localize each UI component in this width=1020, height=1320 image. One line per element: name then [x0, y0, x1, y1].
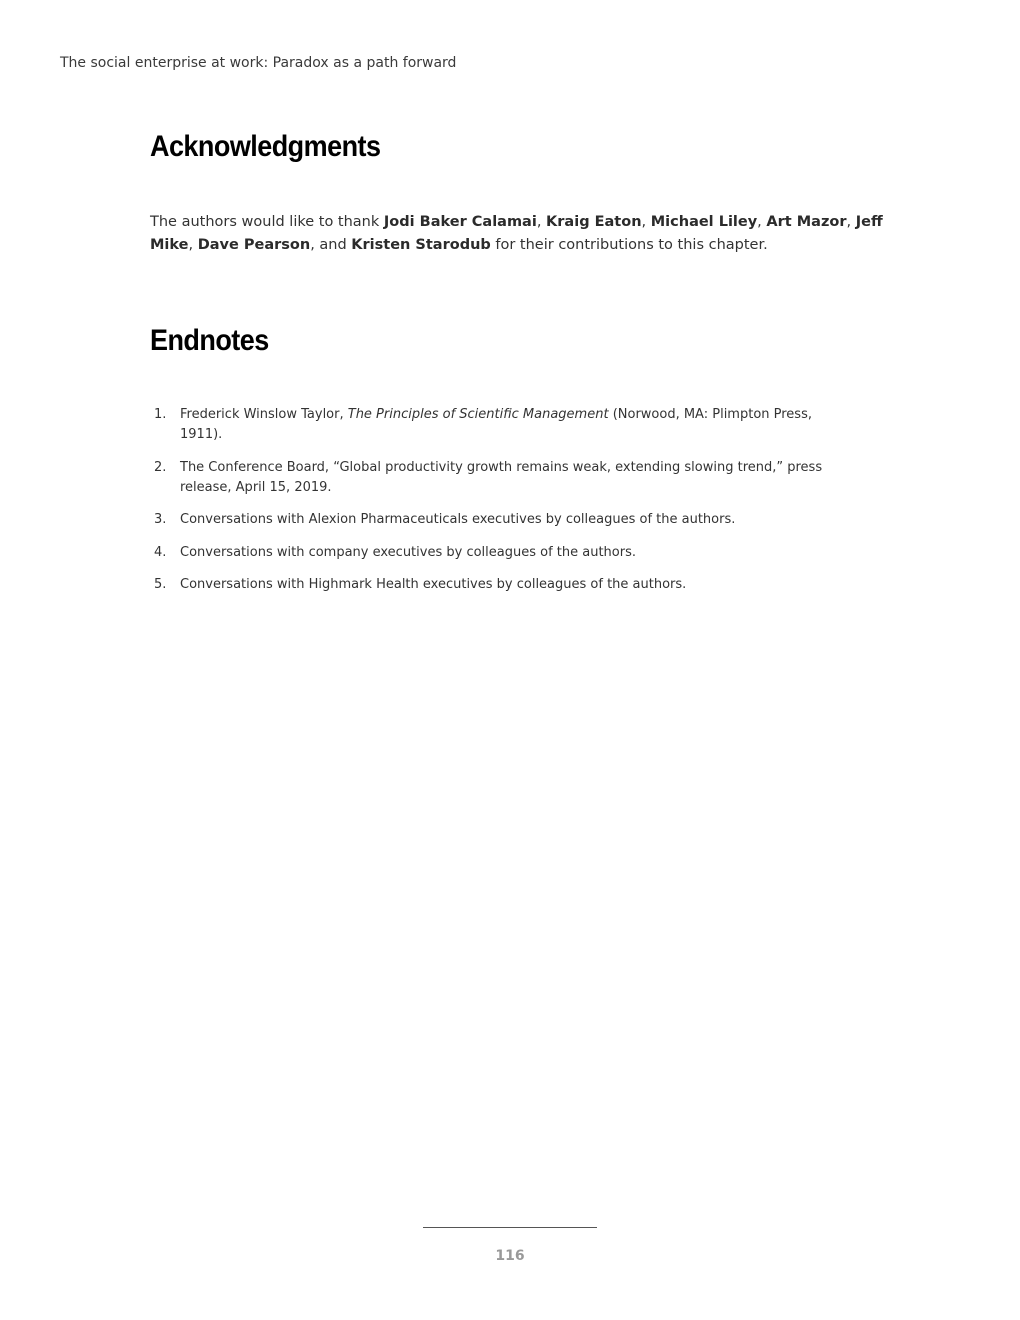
ack-name: Dave Pearson — [197, 237, 311, 253]
ack-separator: , — [757, 214, 767, 230]
running-header: The social enterprise at work: Paradox as a path forward — [60, 55, 457, 71]
ack-separator: , — [536, 214, 547, 230]
ack-name: Michael Liley — [650, 214, 758, 230]
endnote-text: The Conference Board, “Global productivity growth remains weak, extending slowing trend,” press release, April 15, 2019. — [180, 459, 823, 495]
ack-name: Kraig Eaton — [546, 214, 642, 230]
footer-divider — [423, 1227, 597, 1228]
endnote-text: Conversations with Highmark Health executives by colleagues of the authors. — [180, 577, 687, 592]
endnote-item — [150, 543, 850, 563]
ack-name: Jodi Baker Calamai — [383, 214, 537, 230]
endnote-number: 4. — [154, 544, 167, 560]
endnote-text: Conversations with company executives by colleagues of the authors. — [180, 544, 637, 560]
endnote-text: Conversations with Alexion Pharmaceuticals executives by colleagues of the authors. — [180, 512, 736, 527]
endnote-text: (Norwood, MA: Plimpton Press, 1911). — [180, 407, 812, 442]
ack-separator: , — [641, 214, 651, 230]
ack-name: Kristen Starodub — [351, 237, 491, 253]
ack-outro: for their contributions to this chapter. — [490, 237, 768, 253]
ack-separator: , — [846, 214, 856, 230]
acknowledgments-paragraph — [150, 211, 890, 257]
ack-name: Art Mazor — [766, 214, 847, 230]
page-number: 116 — [495, 1248, 525, 1264]
endnote-item — [150, 510, 850, 530]
ack-intro: The authors would like to thank — [150, 214, 384, 230]
endnote-item — [150, 405, 850, 445]
ack-separator: , and — [310, 237, 352, 253]
endnote-number: 1. — [154, 407, 167, 422]
endnote-book-title: The Principles of Scientific Management — [347, 407, 609, 422]
ack-separator: , — [188, 237, 198, 253]
endnote-number: 2. — [154, 459, 167, 475]
endnote-item — [150, 575, 850, 595]
endnotes-heading: Endnotes — [150, 324, 269, 357]
endnotes-list — [150, 405, 850, 608]
ack-name: Jeff Mike — [150, 214, 883, 253]
endnote-number: 3. — [154, 512, 167, 527]
acknowledgments-heading: Acknowledgments — [150, 130, 381, 163]
endnote-item — [150, 458, 850, 498]
endnote-text: Frederick Winslow Taylor, — [180, 407, 348, 422]
endnote-number: 5. — [154, 577, 167, 592]
